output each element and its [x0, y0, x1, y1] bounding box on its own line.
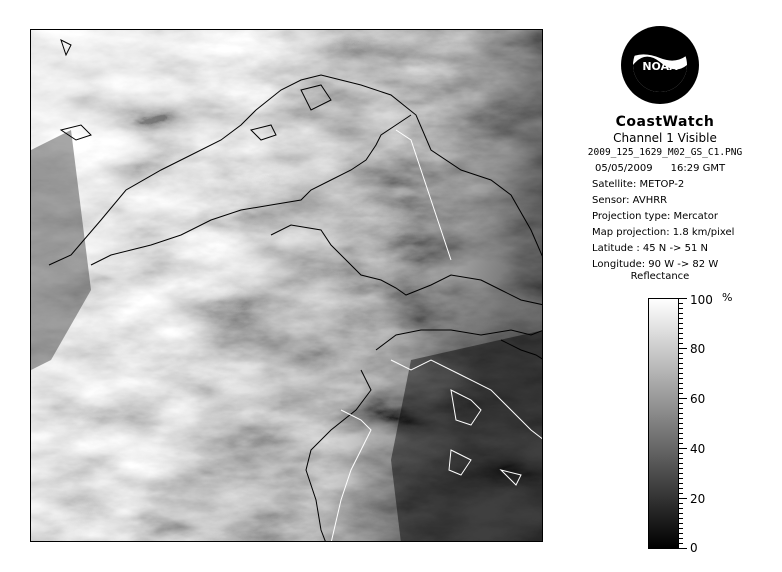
date-value: 05/05/2009 — [595, 163, 653, 174]
tick-label-60: 60 — [690, 392, 706, 406]
tick-label-80: 80 — [690, 342, 706, 356]
dark-land-region — [391, 330, 543, 542]
latitude-info: Latitude : 45 N -> 51 N — [592, 243, 708, 254]
file-name: 2009_125_1629_M02_GS_C1.PNG — [587, 147, 743, 158]
date-time-line — [595, 163, 725, 174]
noaa-logo — [620, 20, 700, 110]
legend-title: Reflectance — [630, 271, 690, 282]
brand-title: CoastWatch — [615, 114, 715, 130]
legend-unit: % — [722, 291, 733, 304]
colorbar-tick-marks — [679, 298, 739, 549]
satellite-image — [31, 30, 543, 542]
reflectance-colorbar — [648, 298, 679, 549]
satellite-info: Satellite: METOP-2 — [592, 179, 685, 190]
channel-label: Channel 1 Visible — [613, 131, 717, 145]
longitude-info: Longitude: 90 W -> 82 W — [592, 259, 719, 270]
tick-label-0: 0 — [690, 541, 698, 555]
projection-info: Projection type: Mercator — [592, 211, 718, 222]
tick-label-20: 20 — [690, 492, 706, 506]
logo-text: NOAA — [642, 60, 678, 73]
sensor-info: Sensor: AVHRR — [592, 195, 668, 206]
satellite-image-panel[interactable] — [30, 29, 543, 542]
time-value: 16:29 GMT — [670, 163, 726, 174]
map-projection-info: Map projection: 1.8 km/pixel — [592, 227, 735, 238]
tick-label-40: 40 — [690, 442, 706, 456]
tick-label-100: 100 — [690, 293, 713, 307]
